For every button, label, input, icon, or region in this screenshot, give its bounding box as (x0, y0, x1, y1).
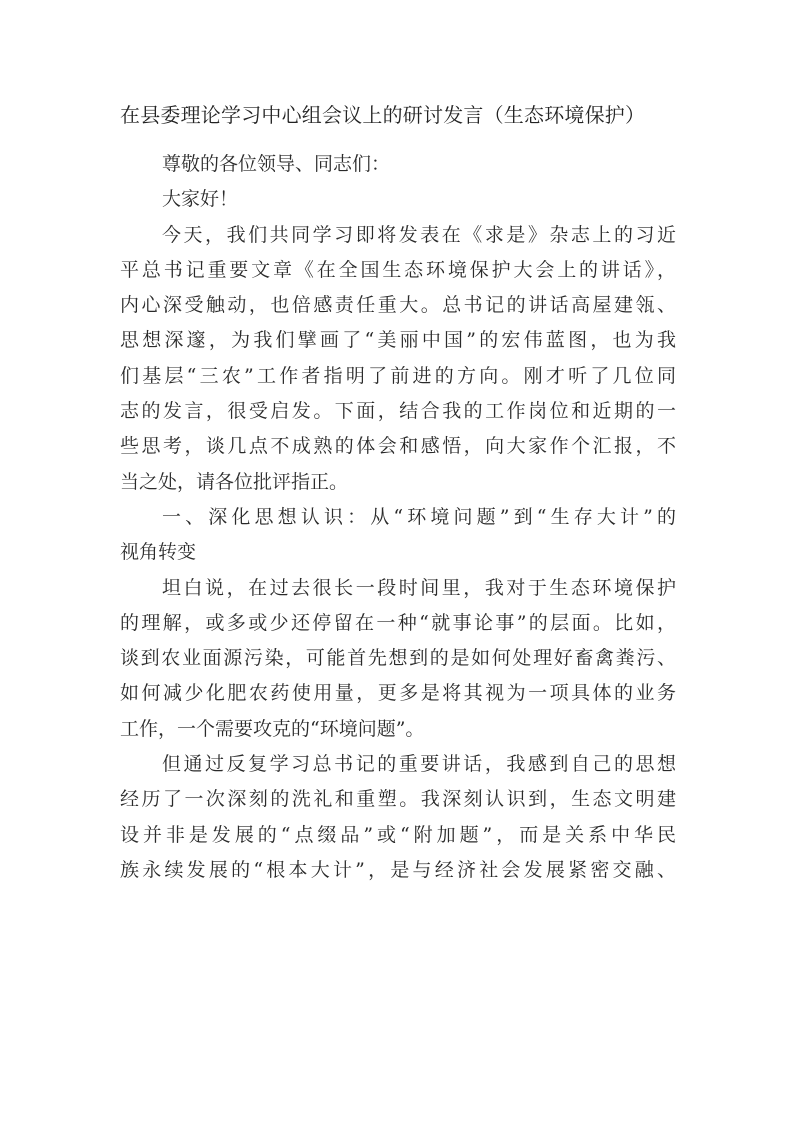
text-line: 一、深化思想认识：从“环境问题”到“生存大计”的 (162, 505, 676, 528)
text-line: 坦白说，在过去很长一段时间里，我对于生态环境保护 (162, 576, 676, 599)
document-body (120, 147, 676, 888)
text-line: 志的发言，很受启发。下面，结合我的工作岗位和近期的一 (120, 400, 676, 423)
text-line: 设并非是发展的“点缀品”或“附加题”，而是关系中华民 (120, 823, 676, 846)
text-line: 当之处，请各位批评指正。 (120, 470, 349, 493)
text-line: 平总书记重要文章《在全国生态环境保护大会上的讲话》， (120, 258, 676, 281)
text-line: 的理解，或多或少还停留在一种“就事论事”的层面。比如， (120, 611, 676, 634)
text-line: 工作，一个需要攻克的“环境问题”。 (120, 717, 425, 740)
text-line: 今天，我们共同学习即将发表在《求是》杂志上的习近 (162, 223, 676, 246)
text-line: 尊敬的各位领导、同志们： (162, 153, 391, 175)
text-line: 谈到农业面源污染，可能首先想到的是如何处理好畜禽粪污、 (120, 647, 676, 670)
text-line: 内心深受触动，也倍感责任重大。总书记的讲话高屋建瓴、 (120, 294, 676, 317)
text-line: 们基层“三农”工作者指明了前进的方向。刚才听了几位同 (120, 364, 676, 387)
text-line: 如何减少化肥农药使用量，更多是将其视为一项具体的业务 (120, 682, 676, 705)
text-line: 大家好！ (162, 188, 239, 211)
text-line: 经历了一次深刻的洗礼和重塑。我深刻认识到，生态文明建 (120, 788, 676, 811)
text-line: 些思考，谈几点不成熟的体会和感悟，向大家作个汇报，不 (120, 435, 676, 458)
text-line: 视角转变 (120, 541, 197, 564)
document-title: 在县委理论学习中心组会议上的研讨发言（生态环境保护） (120, 103, 646, 127)
text-line: 但通过反复学习总书记的重要讲话，我感到自己的思想 (162, 753, 676, 776)
text-line: 族永续发展的“根本大计”，是与经济社会发展紧密交融、 (120, 858, 676, 881)
text-line: 思想深邃，为我们擘画了“美丽中国”的宏伟蓝图，也为我 (120, 329, 676, 352)
